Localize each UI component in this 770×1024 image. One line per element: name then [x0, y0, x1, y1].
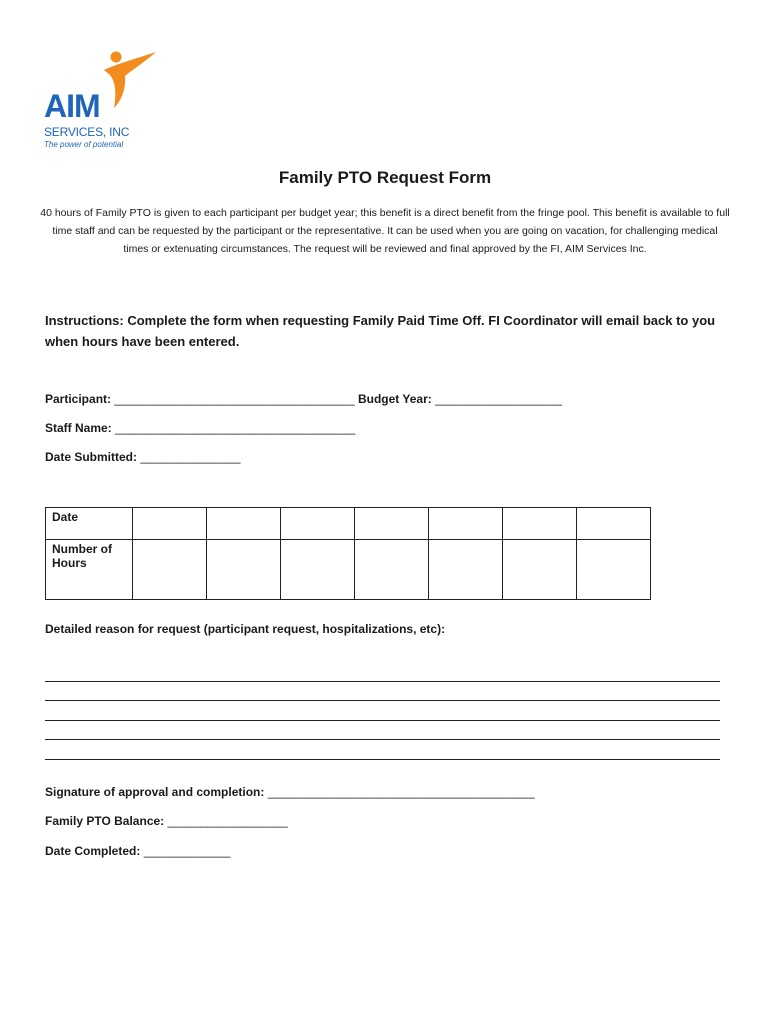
date-submitted-field[interactable]: _______________ [140, 450, 241, 464]
hours-cell-4[interactable] [355, 540, 429, 600]
budget-year-field[interactable]: ___________________ [435, 392, 562, 406]
balance-field[interactable]: __________________ [167, 814, 288, 828]
person-figure-icon [98, 48, 160, 110]
hours-row-label: Number of Hours [46, 540, 133, 600]
instructions-text: Instructions: Complete the form when requesting Family Paid Time Off. FI Coordinator will email back to you when hours have been entered. [45, 313, 716, 349]
hours-cell-2[interactable] [207, 540, 281, 600]
balance-label: Family PTO Balance: [45, 814, 165, 828]
reason-line-5[interactable] [45, 740, 720, 760]
hours-cell-3[interactable] [281, 540, 355, 600]
signature-field[interactable]: ________________________________________ [267, 785, 535, 799]
participant-line [45, 392, 562, 406]
date-completed-label: Date Completed: [45, 844, 141, 858]
date-cell-4[interactable] [355, 508, 429, 540]
reason-lines [45, 662, 720, 760]
table-row-hours [46, 540, 651, 600]
date-cell-3[interactable] [281, 508, 355, 540]
aim-logo [40, 48, 170, 158]
staff-name-label: Staff Name: [45, 421, 112, 435]
reason-line-4[interactable] [45, 721, 720, 741]
date-submitted-line [45, 450, 240, 464]
participant-label: Participant: [45, 392, 112, 406]
date-cell-7[interactable] [577, 508, 651, 540]
staff-name-line [45, 421, 355, 435]
balance-line [45, 814, 288, 828]
logo-subtitle: SERVICES, INC [44, 125, 130, 139]
hours-cell-7[interactable] [577, 540, 651, 600]
date-cell-6[interactable] [503, 508, 577, 540]
hours-cell-5[interactable] [429, 540, 503, 600]
logo-tagline: The power of potential [44, 140, 124, 149]
date-completed-field[interactable]: _____________ [143, 844, 231, 858]
reason-label: Detailed reason for request (participant request, hospitalizations, etc): [45, 622, 446, 636]
date-cell-1[interactable] [133, 508, 207, 540]
reason-line-2[interactable] [45, 682, 720, 702]
date-cell-5[interactable] [429, 508, 503, 540]
signature-label: Signature of approval and completion: [45, 785, 265, 799]
intro-paragraph: 40 hours of Family PTO is given to each participant per budget year; this benefit is a direct benefit from the fringe pool. This benefit is available to full time staff and can be requested by the participant or the representative. It can be used when you are going on vacation, for challenging medical times or extenuating circumstances. The request will be reviewed and final approved by the FI, AIM Services Inc. [40, 207, 730, 255]
reason-line-1[interactable] [45, 662, 720, 682]
date-completed-line [45, 844, 230, 858]
reason-line-3[interactable] [45, 701, 720, 721]
budget-year-label: Budget Year: [357, 392, 432, 406]
pto-dates-table [45, 507, 651, 600]
logo-brand-text: AIM [44, 88, 100, 124]
form-title: Family PTO Request Form [278, 168, 492, 187]
date-row-label: Date [46, 508, 133, 540]
date-submitted-label: Date Submitted: [45, 450, 138, 464]
date-cell-2[interactable] [207, 508, 281, 540]
table-row-date [46, 508, 651, 540]
hours-cell-6[interactable] [503, 540, 577, 600]
hours-cell-1[interactable] [133, 540, 207, 600]
participant-field[interactable]: ____________________________________ [114, 392, 355, 406]
staff-name-field[interactable]: ____________________________________ [115, 421, 356, 435]
signature-line [45, 785, 535, 799]
